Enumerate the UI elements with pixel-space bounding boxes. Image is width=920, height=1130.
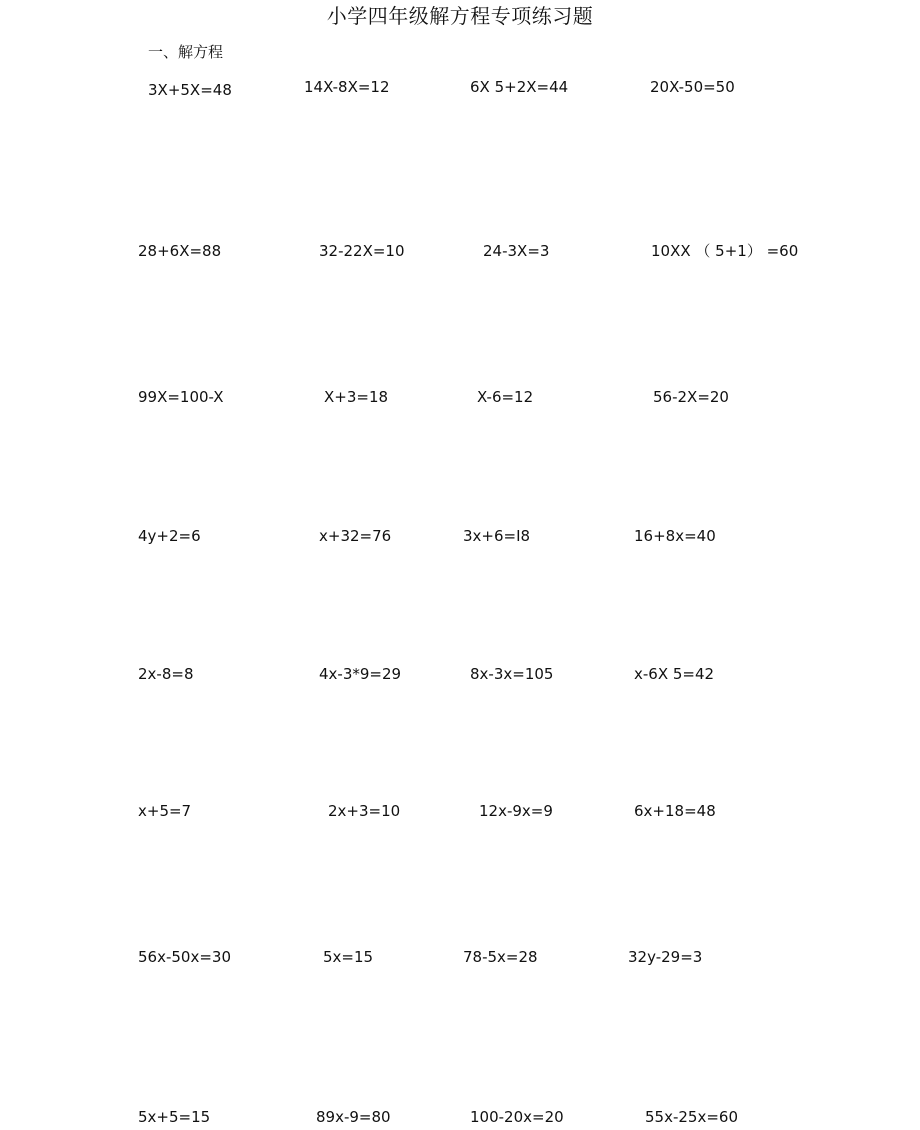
equation-r5-c3: 8x-3x=105: [470, 665, 554, 683]
equation-r5-c1: 2x-8=8: [138, 665, 194, 683]
equation-r5-c4: x-6X 5=42: [634, 665, 715, 683]
equation-r6-c3: 12x-9x=9: [479, 802, 553, 820]
equation-r3-c3: X-6=12: [477, 388, 534, 406]
section-heading: 一、解方程: [148, 43, 224, 61]
equation-r7-c3: 78-5x=28: [463, 948, 538, 966]
equation-r1-c3: 6X 5+2X=44: [470, 78, 569, 96]
equation-r7-c1: 56x-50x=30: [138, 948, 231, 966]
equation-r6-c4: 6x+18=48: [634, 802, 716, 820]
equation-r8-c2: 89x-9=80: [316, 1108, 391, 1126]
equation-r2-c3: 24-3X=3: [483, 242, 550, 260]
equation-r5-c2: 4x-3*9=29: [319, 665, 402, 683]
equation-r8-c1: 5x+5=15: [138, 1108, 211, 1126]
equation-r3-c1: 99X=100-X: [138, 388, 224, 406]
equation-r8-c3: 100-20x=20: [470, 1108, 564, 1126]
equation-r1-c1: 3X+5X=48: [148, 81, 232, 99]
equation-r2-c4: 10XX （ 5+1） =60: [651, 242, 799, 260]
equation-r4-c1: 4y+2=6: [138, 527, 201, 545]
equation-r4-c3: 3x+6=I8: [463, 527, 531, 545]
equation-r2-c1: 28+6X=88: [138, 242, 222, 260]
equation-r4-c2: x+32=76: [319, 527, 392, 545]
equation-r7-c4: 32y-29=3: [628, 948, 703, 966]
equation-r3-c2: X+3=18: [324, 388, 389, 406]
equation-r7-c2: 5x=15: [323, 948, 374, 966]
equation-r1-c4: 20X-50=50: [650, 78, 735, 96]
page-title: 小学四年级解方程专项练习题: [326, 4, 594, 28]
equation-r4-c4: 16+8x=40: [634, 527, 716, 545]
equation-r1-c2: 14X-8X=12: [304, 78, 390, 96]
equation-r3-c4: 56-2X=20: [653, 388, 729, 406]
equation-r8-c4: 55x-25x=60: [645, 1108, 738, 1126]
equation-r6-c2: 2x+3=10: [328, 802, 401, 820]
equation-r6-c1: x+5=7: [138, 802, 192, 820]
equation-r2-c2: 32-22X=10: [319, 242, 405, 260]
